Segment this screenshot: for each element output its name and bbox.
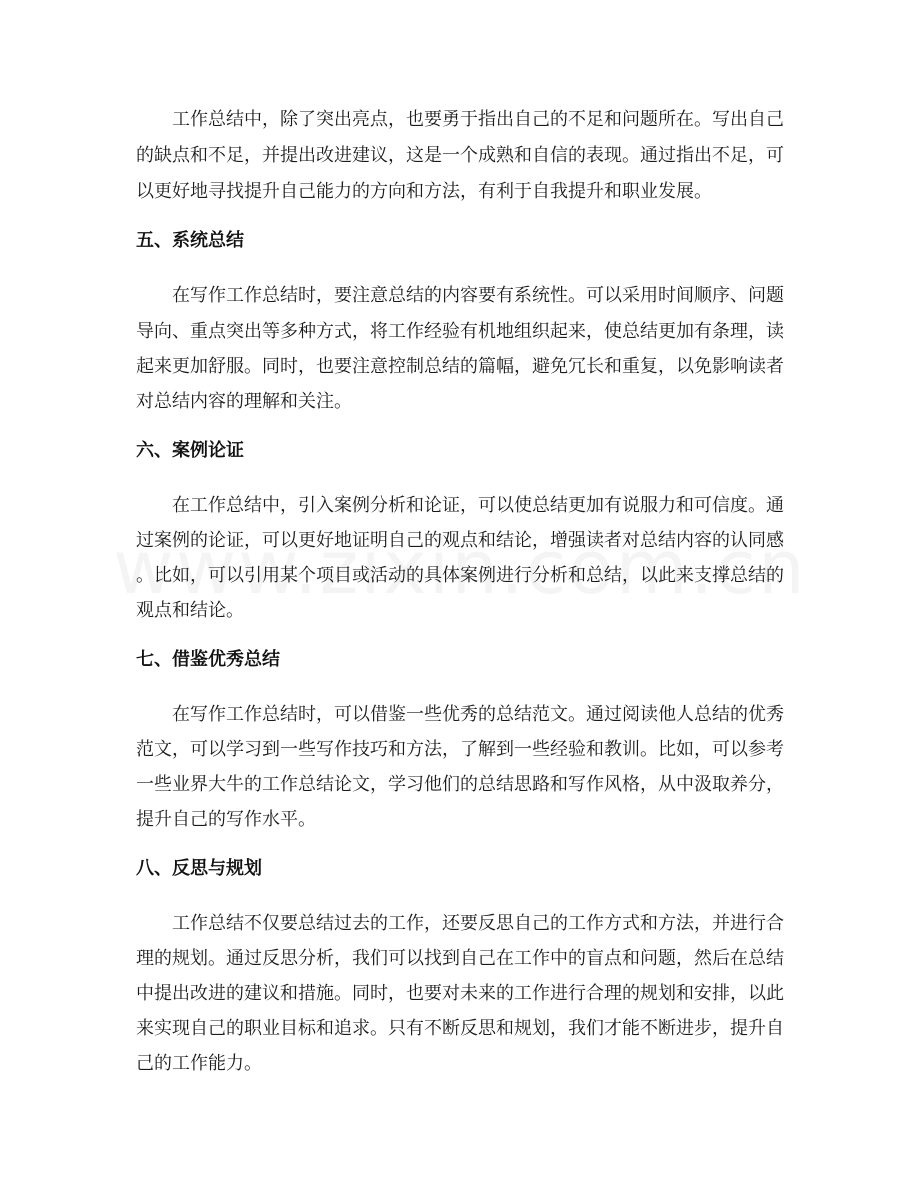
paragraph-line: 中提出改进的建议和措施。同时，也要对未来的工作进行合理的规划和安排，以此: [136, 983, 784, 1004]
paragraph-line: 。比如，可以引用某个项目或活动的具体案例进行分析和总结，以此来支撑总结的: [136, 565, 784, 586]
paragraph-line: 一些业界大牛的工作总结论文，学习他们的总结思路和写作风格，从中汲取养分，: [136, 774, 784, 795]
paragraph-line: 起来更加舒服。同时，也要注意控制总结的篇幅，避免冗长和重复，以免影响读者: [136, 356, 784, 377]
paragraph-line: 理的规划。通过反思分析，我们可以找到自己在工作中的盲点和问题，然后在总结: [136, 948, 784, 969]
paragraph-line: 在写作工作总结时，要注意总结的内容要有系统性。可以采用时间顺序、问题: [172, 285, 784, 306]
paragraph-line: 工作总结中，除了突出亮点，也要勇于指出自己的不足和问题所在。写出自己: [172, 109, 784, 130]
section-heading: 五、系统总结: [136, 230, 244, 251]
paragraph-line: 以更好地寻找提升自己能力的方向和方法，有利于自我提升和职业发展。: [136, 181, 712, 202]
paragraph-line: 导向、重点突出等多种方式，将工作经验有机地组织起来，使总结更加有条理，读: [136, 321, 784, 342]
paragraph-line: 过案例的论证，可以更好地证明自己的观点和结论，增强读者对总结内容的认同感: [136, 530, 784, 551]
paragraph-line: 范文，可以学习到一些写作技巧和方法，了解到一些经验和教训。比如，可以参考: [136, 739, 784, 760]
paragraph-line: 在工作总结中，引入案例分析和论证，可以使总结更加有说服力和可信度。通: [172, 495, 784, 516]
section-heading: 七、借鉴优秀总结: [136, 649, 280, 670]
paragraph-line: 在写作工作总结时，可以借鉴一些优秀的总结范文。通过阅读他人总结的优秀: [172, 704, 784, 725]
paragraph-line: 己的工作能力。: [136, 1053, 262, 1074]
paragraph-line: 来实现自己的职业目标和追求。只有不断反思和规划，我们才能不断进步，提升自: [136, 1018, 784, 1039]
paragraph-line: 的缺点和不足，并提出改进建议，这是一个成熟和自信的表现。通过指出不足，可: [136, 145, 784, 166]
paragraph-line: 观点和结论。: [136, 600, 244, 621]
paragraph-line: 工作总结不仅要总结过去的工作，还要反思自己的工作方式和方法，并进行合: [172, 913, 784, 934]
section-heading: 八、反思与规划: [136, 858, 262, 879]
section-heading: 六、案例论证: [136, 440, 244, 461]
paragraph-line: 提升自己的写作水平。: [136, 809, 316, 830]
paragraph-line: 对总结内容的理解和关注。: [136, 391, 352, 412]
